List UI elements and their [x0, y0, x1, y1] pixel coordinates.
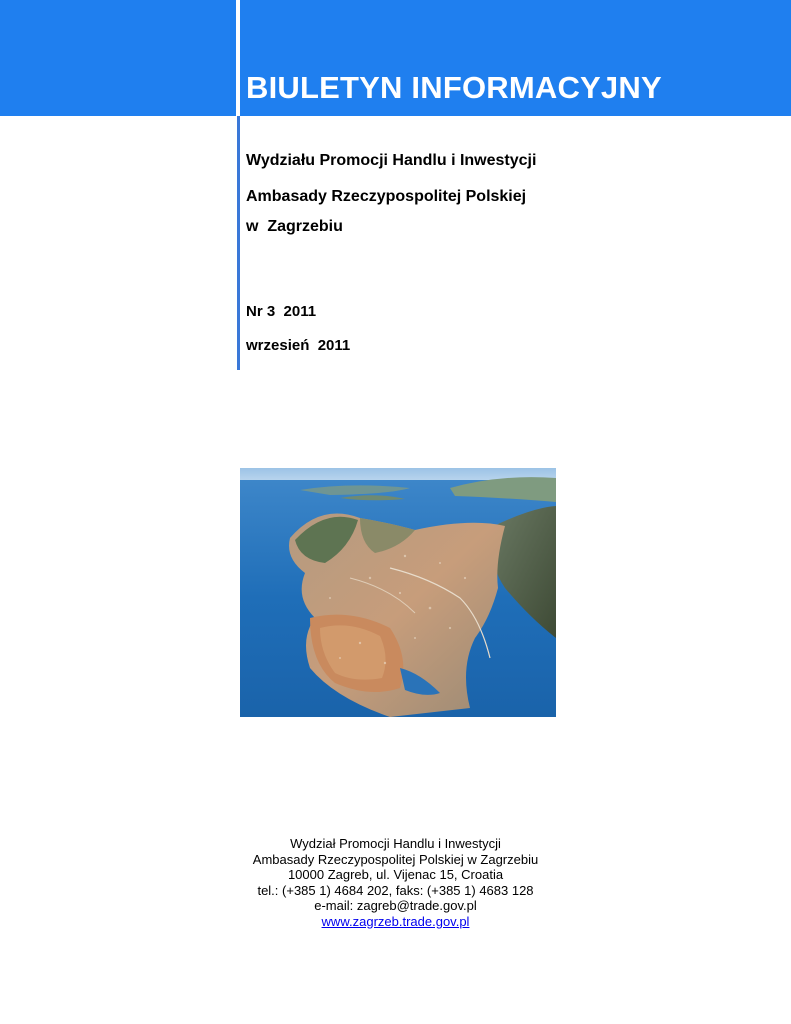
footer-embassy: Ambasady Rzeczypospolitej Polskiej w Zagrzebiu — [252, 851, 539, 867]
footer-email: e-mail: zagreb@trade.gov.pl — [314, 898, 477, 913]
issuer-line-2: Ambasady Rzeczypospolitej Polskiej — [246, 188, 527, 205]
issuer-line-3: w Zagrzebiu — [246, 218, 343, 235]
footer-address: 10000 Zagreb, ul. Vijenac 15, Croatia — [287, 867, 504, 882]
document-title: BIULETYN INFORMACYJNY — [246, 70, 662, 105]
website-link[interactable]: www.zagrzeb.trade.gov.pl — [321, 913, 470, 929]
issuer-line-1: Wydziału Promocji Handlu i Inwestycji — [246, 152, 537, 169]
contact-footer — [0, 836, 791, 929]
header-divider — [236, 0, 240, 116]
cover-photo — [240, 468, 556, 717]
issue-number: Nr 3 2011 — [246, 303, 317, 320]
vertical-rule — [237, 116, 240, 370]
footer-department: Wydział Promocji Handlu i Inwestycji — [290, 836, 501, 851]
issue-date: wrzesień 2011 — [246, 337, 351, 354]
footer-phone: tel.: (+385 1) 4684 202, faks: (+385 1) 4683 128 — [257, 882, 534, 898]
